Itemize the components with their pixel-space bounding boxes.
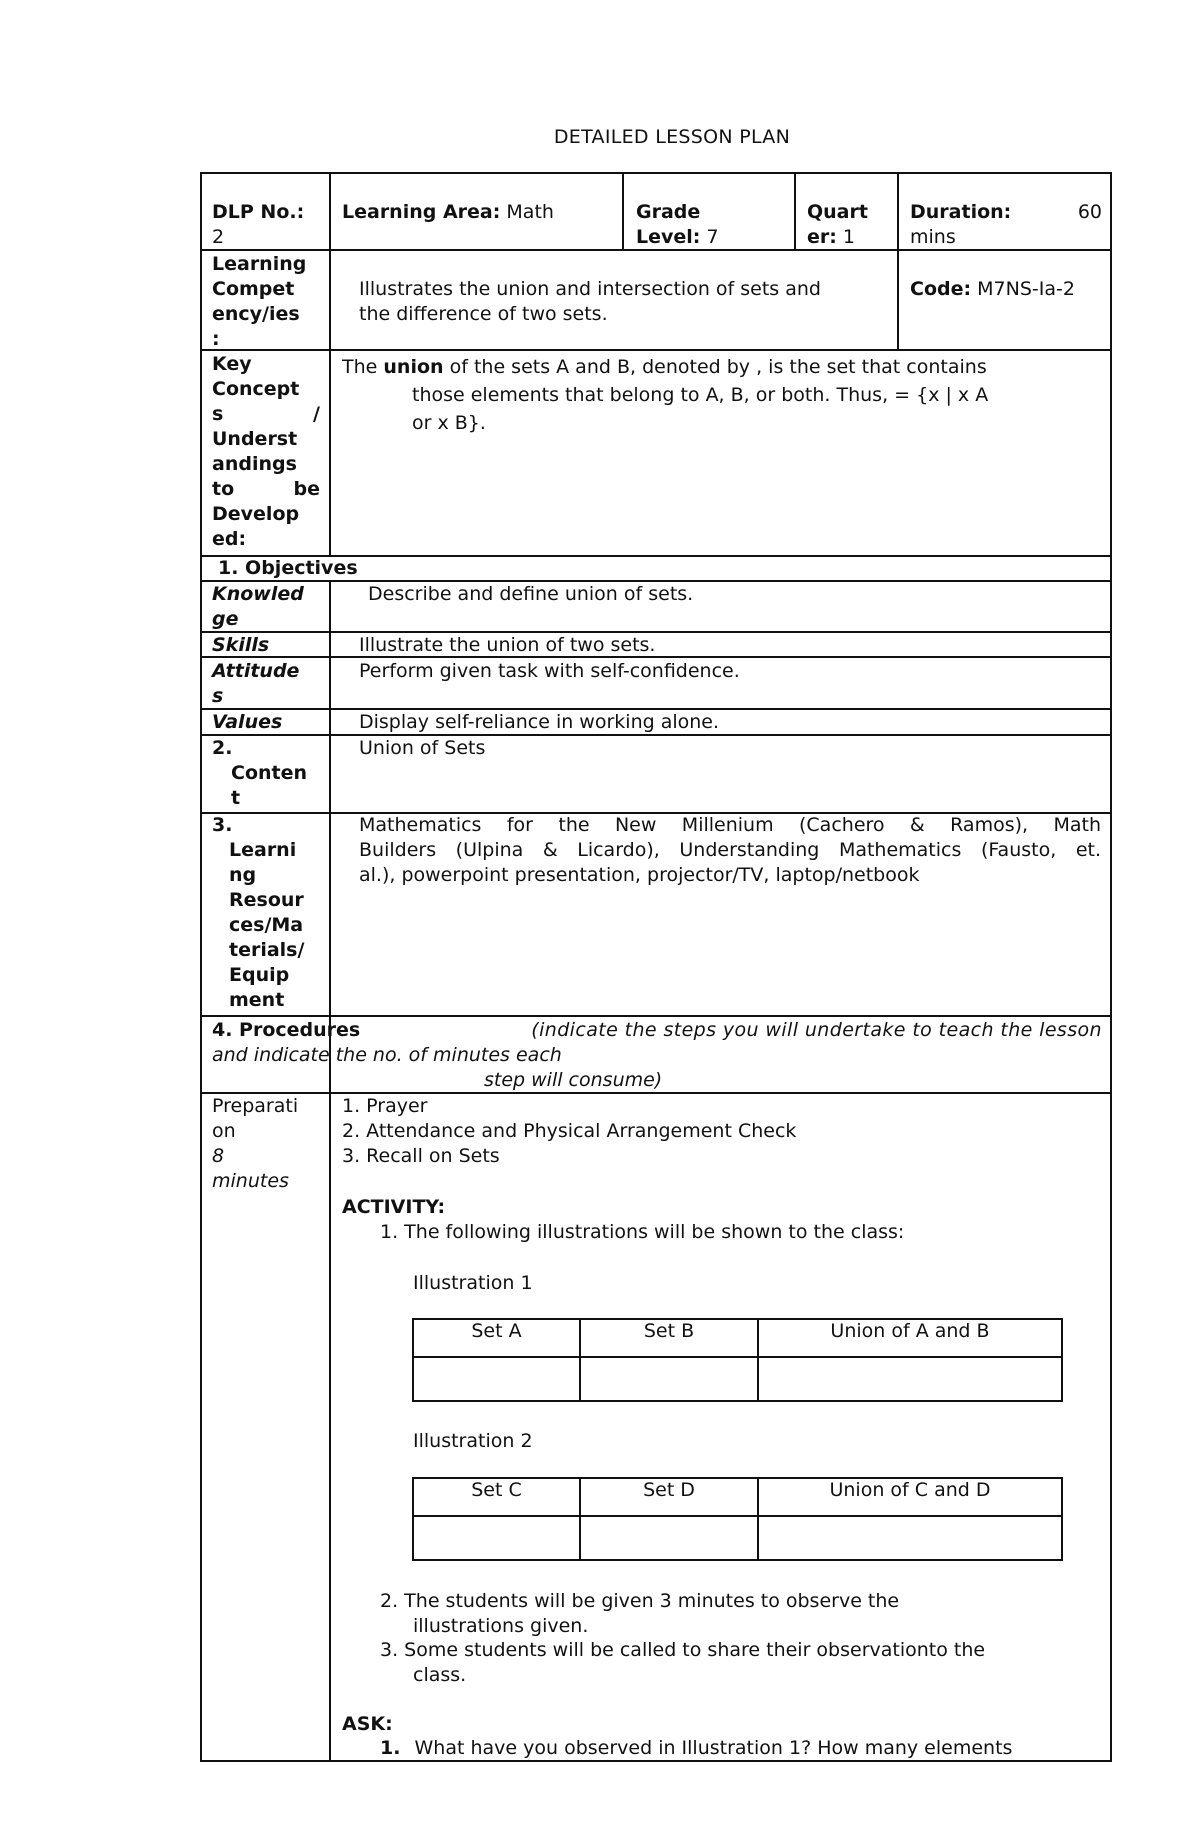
dlp-number-value: 2 xyxy=(212,226,225,248)
objectives-heading: 1. Objectives xyxy=(218,557,358,579)
grade-level-value: 7 xyxy=(706,226,719,248)
procedures-note-line1: (indicate the steps you will undertake to teach the lesson xyxy=(531,1019,1102,1041)
table-cell xyxy=(580,1516,758,1560)
dlp-number-label: DLP No.: xyxy=(212,201,305,223)
list-item: 1. Prayer xyxy=(342,1095,428,1117)
table-col-divider xyxy=(897,172,899,349)
key-concepts-label: Key Concept s / Underst andings to be Develop ed: xyxy=(212,353,320,550)
table-col-divider xyxy=(622,172,624,250)
document-title: DETAILED LESSON PLAN xyxy=(553,126,791,148)
illustration-2-label: Illustration 2 xyxy=(413,1430,533,1452)
ask-item-1: 1. What have you observed in Illustration 1? How many elements xyxy=(380,1737,1013,1759)
table-header: Set B xyxy=(580,1319,758,1357)
content-label: 2. Conten t xyxy=(212,737,308,809)
resources-text: Mathematics for the New Millenium (Cachero & Ramos), Math Builders (Ulpina & Licardo), Understanding Mathematics (Fausto, et. al.), powerpoint presentation, projector/TV, laptop/netbook xyxy=(359,814,1101,886)
quarter-value: 1 xyxy=(842,226,855,248)
resources-label: 3. Learni ng Resour ces/Ma terials/ Equip ment xyxy=(212,814,305,1011)
procedures-note-line2: and indicate the no. of minutes each xyxy=(212,1044,562,1066)
activity-heading: ACTIVITY: xyxy=(342,1196,446,1218)
duration-cell xyxy=(910,200,1102,250)
table-row-divider xyxy=(200,631,1112,633)
illustration-2-table xyxy=(412,1477,1063,1561)
activity-item-2: 2. The students will be given 3 minutes to observe the illustrations given. xyxy=(380,1590,900,1637)
procedures-heading xyxy=(212,1018,1102,1093)
table-col-divider xyxy=(329,581,331,1762)
union-term: union xyxy=(383,356,444,378)
list-item: 2. Attendance and Physical Arrangement Check xyxy=(342,1120,797,1142)
ask-heading: ASK: xyxy=(342,1713,393,1735)
table-col-divider xyxy=(329,172,331,556)
duration-unit: mins xyxy=(910,226,956,248)
table-header: Set A xyxy=(413,1319,580,1357)
key-concepts-text: The union of the sets A and B, denoted by , is the set that contains those elements that belong to A, B, or both. Thus, = {x | x A or x B}. xyxy=(342,356,989,434)
table-header: Union of A and B xyxy=(758,1319,1062,1357)
table-row-divider xyxy=(200,172,1112,174)
values-text: Display self-reliance in working alone. xyxy=(359,711,720,733)
table-row-divider xyxy=(200,349,1112,351)
illustration-1-table xyxy=(412,1318,1063,1402)
skills-text: Illustrate the union of two sets. xyxy=(359,634,656,656)
duration-value: 60 xyxy=(1077,201,1102,223)
learning-area-label: Learning Area: xyxy=(342,201,501,223)
table-row-divider xyxy=(200,1015,1112,1017)
procedures-title: 4. Procedures xyxy=(212,1019,361,1041)
activity-item-1: 1. The following illustrations will be shown to the class: xyxy=(380,1221,905,1243)
competency-code xyxy=(910,277,1075,302)
learning-area-value: Math xyxy=(506,201,554,223)
dlp-number-cell xyxy=(212,200,304,250)
quarter-cell xyxy=(807,200,868,250)
list-item: 3. Recall on Sets xyxy=(342,1145,500,1167)
illustration-1-label: Illustration 1 xyxy=(413,1272,533,1294)
duration-label: Duration: xyxy=(910,201,1012,223)
grade-label-line1: Grade xyxy=(636,201,701,223)
quarter-label-line2: er: xyxy=(807,226,837,248)
grade-level-cell xyxy=(636,200,719,250)
values-label: Values xyxy=(212,711,283,733)
table-cell xyxy=(758,1516,1062,1560)
preparation-steps xyxy=(342,1094,796,1169)
learning-area-cell xyxy=(342,200,554,225)
table-header: Set D xyxy=(580,1478,758,1516)
table-header: Union of C and D xyxy=(758,1478,1062,1516)
preparation-label: Preparati on 8 minutes xyxy=(212,1095,299,1192)
table-col-divider xyxy=(794,172,796,250)
table-border-right xyxy=(1110,172,1112,1762)
table-cell xyxy=(413,1357,580,1401)
table-cell xyxy=(413,1516,580,1560)
competency-label: Learning Compet ency/ies : xyxy=(212,253,307,350)
skills-label: Skills xyxy=(212,634,270,656)
attitudes-label: Attitude s xyxy=(212,660,300,707)
content-text: Union of Sets xyxy=(359,737,486,759)
knowledge-text: Describe and define union of sets. xyxy=(368,583,694,605)
code-label: Code: xyxy=(910,278,972,300)
competency-text: Illustrates the union and intersection of sets and the difference of two sets. xyxy=(359,278,821,325)
table-row-divider xyxy=(200,656,1112,658)
activity-item-3: 3. Some students will be called to share their observationto the class. xyxy=(380,1639,986,1686)
quarter-label-line1: Quart xyxy=(807,201,868,223)
table-cell xyxy=(580,1357,758,1401)
table-cell xyxy=(758,1357,1062,1401)
table-header: Set C xyxy=(413,1478,580,1516)
procedures-note-line3: step will consume) xyxy=(484,1069,663,1091)
attitudes-text: Perform given task with self-confidence. xyxy=(359,660,740,682)
code-value: M7NS-Ia-2 xyxy=(977,278,1075,300)
grade-label-line2: Level: xyxy=(636,226,701,248)
knowledge-label: Knowled ge xyxy=(212,583,304,630)
table-border-left xyxy=(200,172,202,1762)
